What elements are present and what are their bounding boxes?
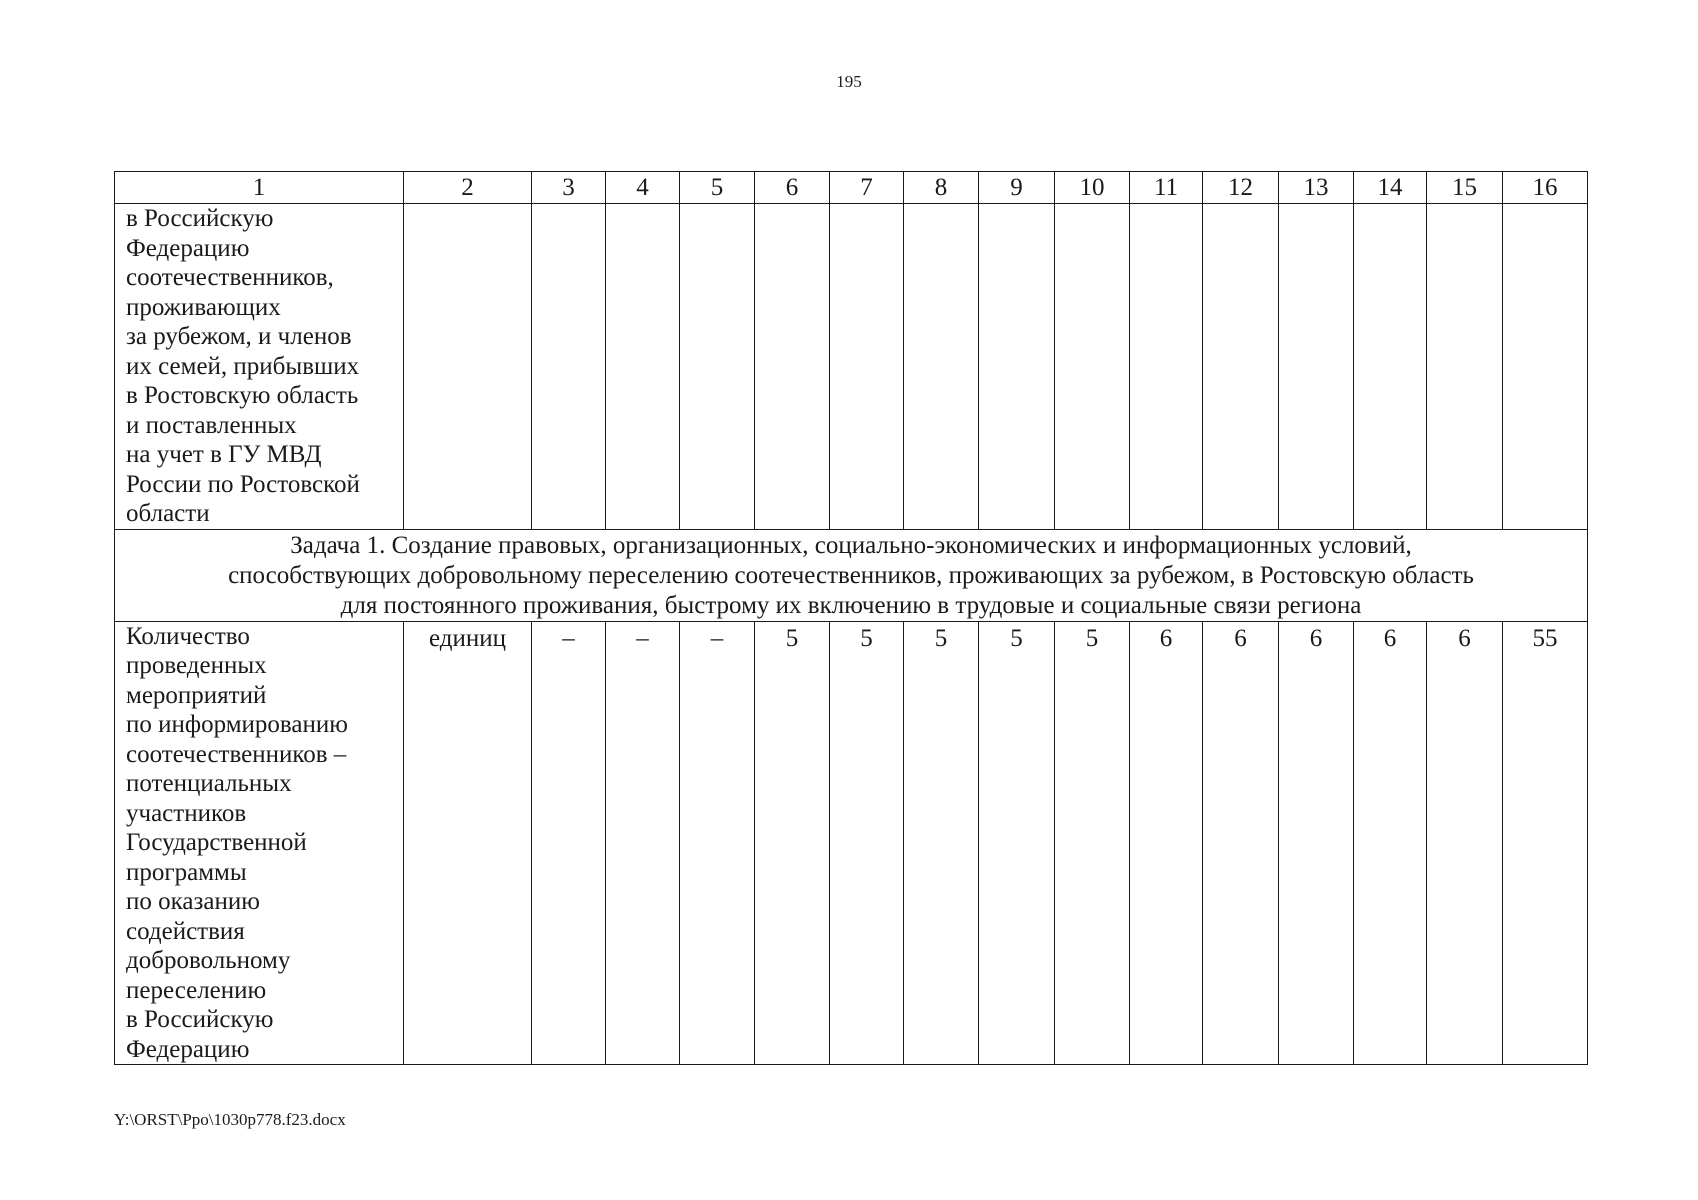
indicator-name-line: содействия (126, 917, 245, 945)
indicator-name-line: переселению (126, 976, 267, 1004)
empty-cell (1354, 204, 1427, 530)
column-number-row (115, 172, 1588, 204)
column-header: 3 (532, 172, 606, 204)
unit-cell: единиц (404, 621, 532, 1065)
task-heading-line: для постоянного проживания, быстрому их включению в трудовые и социальные связи региона (340, 591, 1362, 619)
indicator-name-line: за рубежом, и членов (126, 323, 352, 350)
document-file-path: Y:\ORST\Ppo\1030p778.f23.docx (114, 1110, 346, 1129)
value-cell: 5 (1055, 621, 1130, 1065)
column-header: 4 (606, 172, 680, 204)
value-cell: 6 (1130, 621, 1203, 1065)
empty-cell (1055, 204, 1130, 530)
empty-cell (532, 204, 606, 530)
value-cell: – (606, 621, 680, 1065)
empty-cell (904, 204, 979, 530)
value-cell: – (680, 621, 755, 1065)
indicators-table (114, 171, 1588, 1065)
column-header: 8 (904, 172, 979, 204)
column-header: 7 (830, 172, 904, 204)
indicator-row (115, 621, 1588, 1065)
empty-cell (1279, 204, 1354, 530)
column-header: 9 (979, 172, 1055, 204)
task-heading-row (115, 529, 1588, 621)
column-header: 2 (404, 172, 532, 204)
column-header: 1 (115, 172, 404, 204)
task-heading-line: Задача 1. Создание правовых, организационных, социально-экономических и информационных условий, (290, 531, 1412, 559)
indicator-name-line: в Российскую (126, 1006, 274, 1033)
column-header: 11 (1130, 172, 1203, 204)
column-header: 14 (1354, 172, 1427, 204)
indicator-name-line: проведенных (126, 652, 267, 679)
indicator-name-line: в Российскую (126, 205, 274, 232)
value-cell: 6 (1279, 621, 1354, 1065)
empty-cell (606, 204, 680, 530)
empty-cell (680, 204, 755, 530)
indicator-name-line: России по Ростовской (126, 470, 360, 498)
empty-cell (1130, 204, 1203, 530)
empty-cell (1203, 204, 1279, 530)
indicator-name-line: участников (126, 799, 247, 827)
indicator-name-line: Количество (126, 622, 250, 650)
column-header: 12 (1203, 172, 1279, 204)
indicator-name-line: на учет в ГУ МВД (126, 441, 322, 468)
indicator-name-line: мероприятий (126, 681, 267, 709)
page-number: 195 (836, 72, 862, 91)
indicator-name-line: Федерацию (126, 234, 250, 262)
total-value-cell: 55 (1503, 621, 1588, 1065)
column-header: 13 (1279, 172, 1354, 204)
empty-cell (755, 204, 830, 530)
indicator-name-line: по оказанию (126, 888, 260, 915)
indicator-name-line: по информированию (126, 711, 348, 738)
value-cell: – (532, 621, 606, 1065)
column-header: 10 (1055, 172, 1130, 204)
indicator-name-line: добровольному (126, 947, 291, 974)
empty-cell (1503, 204, 1588, 530)
value-cell: 6 (1354, 621, 1427, 1065)
empty-cell (404, 204, 532, 530)
indicator-name-line: Федерацию (126, 1035, 250, 1063)
value-cell: 6 (1203, 621, 1279, 1065)
column-header: 5 (680, 172, 755, 204)
task-heading-cell (115, 529, 1588, 621)
value-cell: 5 (979, 621, 1055, 1065)
indicator-name-line: и поставленных (126, 411, 297, 439)
empty-cell (830, 204, 904, 530)
continued-indicator-row (115, 204, 1588, 530)
indicator-name-line: области (126, 500, 210, 527)
indicator-name-line: потенциальных (126, 770, 292, 797)
empty-cell (979, 204, 1055, 530)
value-cell: 5 (904, 621, 979, 1065)
indicator-name-line: программы (126, 858, 247, 886)
indicator-name-line: в Ростовскую область (126, 382, 359, 409)
indicator-name-cell (115, 204, 404, 530)
indicator-name-line: соотечественников, (126, 264, 334, 291)
value-cell: 5 (755, 621, 830, 1065)
indicator-name-line: их семей, прибывших (126, 352, 360, 380)
indicator-name-line: соотечественников – (126, 740, 347, 768)
column-header: 6 (755, 172, 830, 204)
indicator-name-cell (115, 621, 404, 1065)
indicator-name-line: Государственной (126, 829, 307, 856)
indicator-name-line: проживающих (126, 293, 281, 321)
column-header: 15 (1427, 172, 1503, 204)
value-cell: 5 (830, 621, 904, 1065)
empty-cell (1427, 204, 1503, 530)
task-heading-line: способствующих добровольному переселению соотечественников, проживающих за рубежом, в Ростовскую область (228, 561, 1474, 589)
column-header: 16 (1503, 172, 1588, 204)
value-cell: 6 (1427, 621, 1503, 1065)
